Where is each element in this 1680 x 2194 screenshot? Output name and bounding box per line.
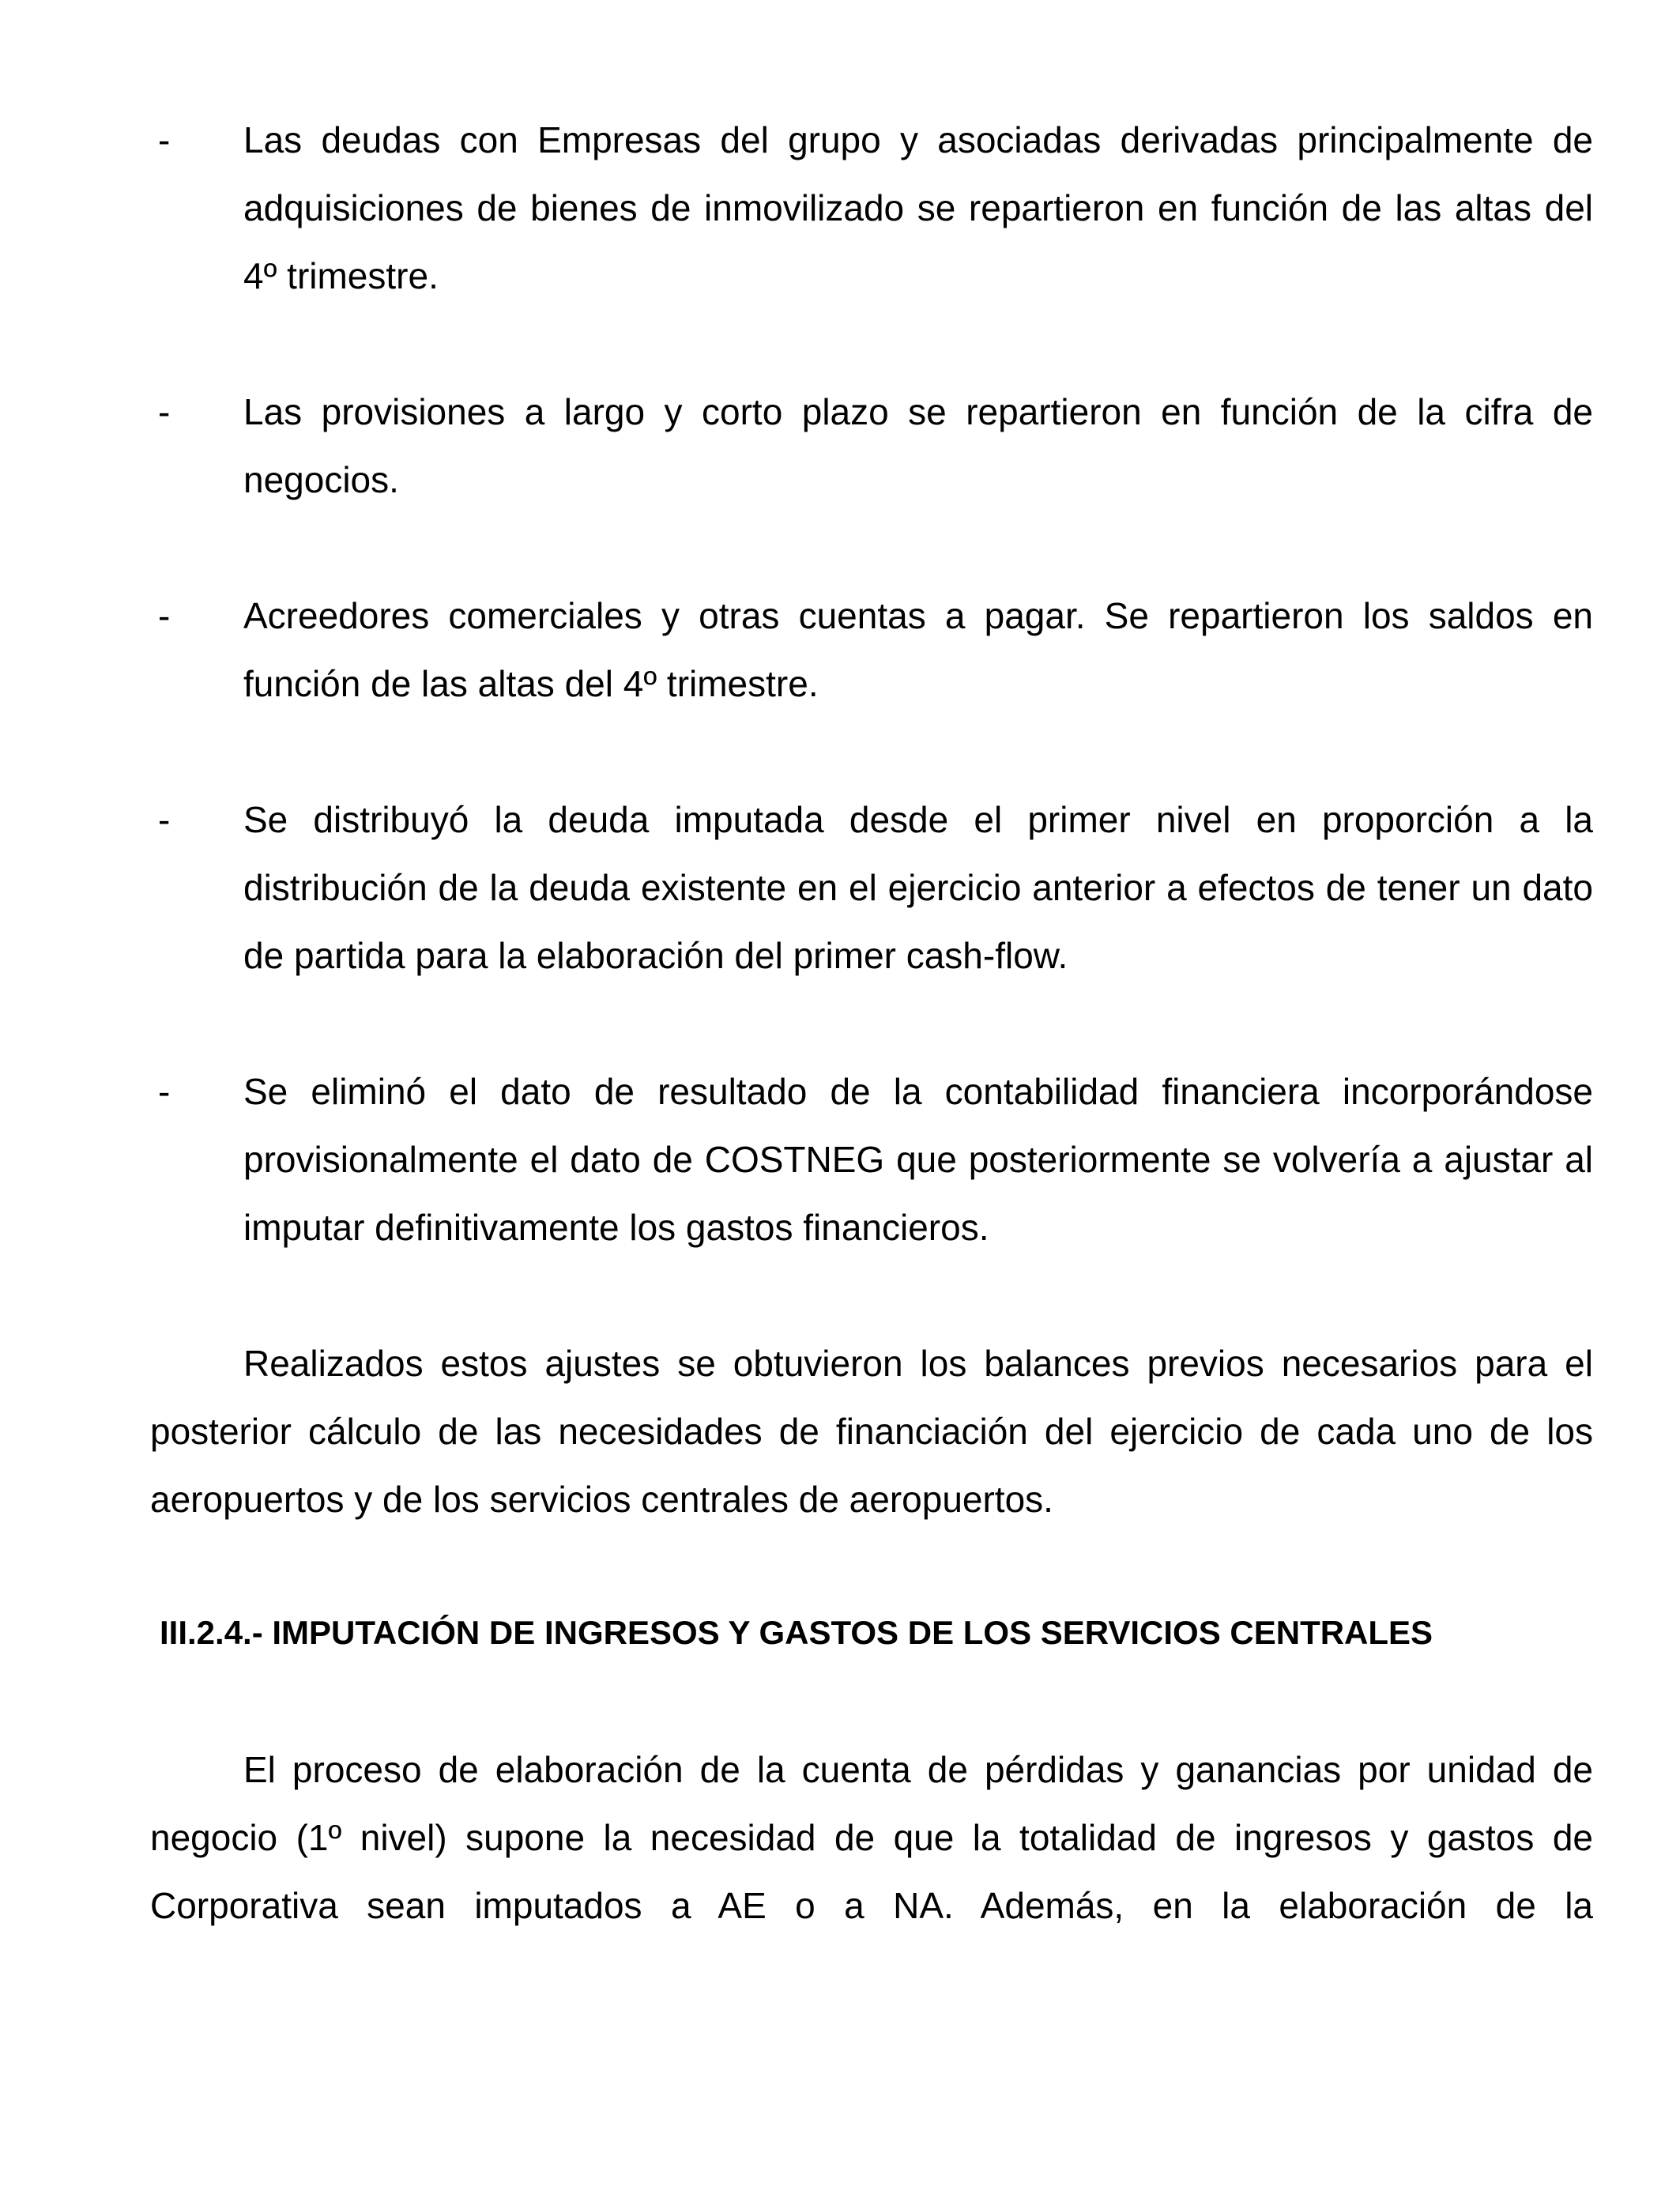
body-paragraph: El proceso de elaboración de la cuenta de pérdidas y ganancias por unidad de negocio (1º nivel) supone la necesidad de que la totalidad de ingresos y gastos de Corporativa sean imputados a AE o a NA. Además, en la elaboración de la: [150, 1749, 1593, 1926]
bullet-text: Las deudas con Empresas del grupo y asociadas derivadas principalmente de adquisiciones de bienes de inmovilizado se repartieron en función de las altas del 4º trimestre.: [243, 119, 1593, 296]
section-heading: III.2.4.- IMPUTACIÓN DE INGRESOS Y GASTOS DE LOS SERVICIOS CENTRALES: [160, 1614, 1433, 1651]
bullet-text: Las provisiones a largo y corto plazo se repartieron en función de la cifra de negocios.: [243, 391, 1593, 500]
bullet-item: [150, 786, 1593, 990]
bullet-item: [150, 582, 1593, 718]
bullet-text: Acreedores comerciales y otras cuentas a pagar. Se repartieron los saldos en función de las altas del 4º trimestre.: [243, 595, 1593, 704]
bullet-text: Se eliminó el dato de resultado de la contabilidad financiera incorporándose provisionalmente el dato de COSTNEG que posteriormente se volvería a ajustar al imputar definitivamente los gastos financieros.: [243, 1071, 1593, 1248]
bullet-dash: -: [158, 1071, 171, 1112]
bullet-dash: -: [158, 391, 171, 432]
body-paragraph: Realizados estos ajustes se obtuvieron los balances previos necesarios para el posterior cálculo de las necesidades de financiación del ejercicio de cada uno de los aeropuertos y de los servicios centrales de aeropuertos.: [150, 1343, 1593, 1520]
bullet-item: [150, 106, 1593, 310]
bullet-text: Se distribuyó la deuda imputada desde el primer nivel en proporción a la distribución de la deuda existente en el ejercicio anterior a efectos de tener un dato de partida para la elaboración del primer cash-flow.: [243, 799, 1593, 976]
bullet-item: [150, 378, 1593, 514]
bullet-dash: -: [158, 119, 171, 160]
bullet-item: [150, 1057, 1593, 1261]
bullet-dash: -: [158, 595, 171, 636]
bullet-dash: -: [158, 799, 171, 840]
